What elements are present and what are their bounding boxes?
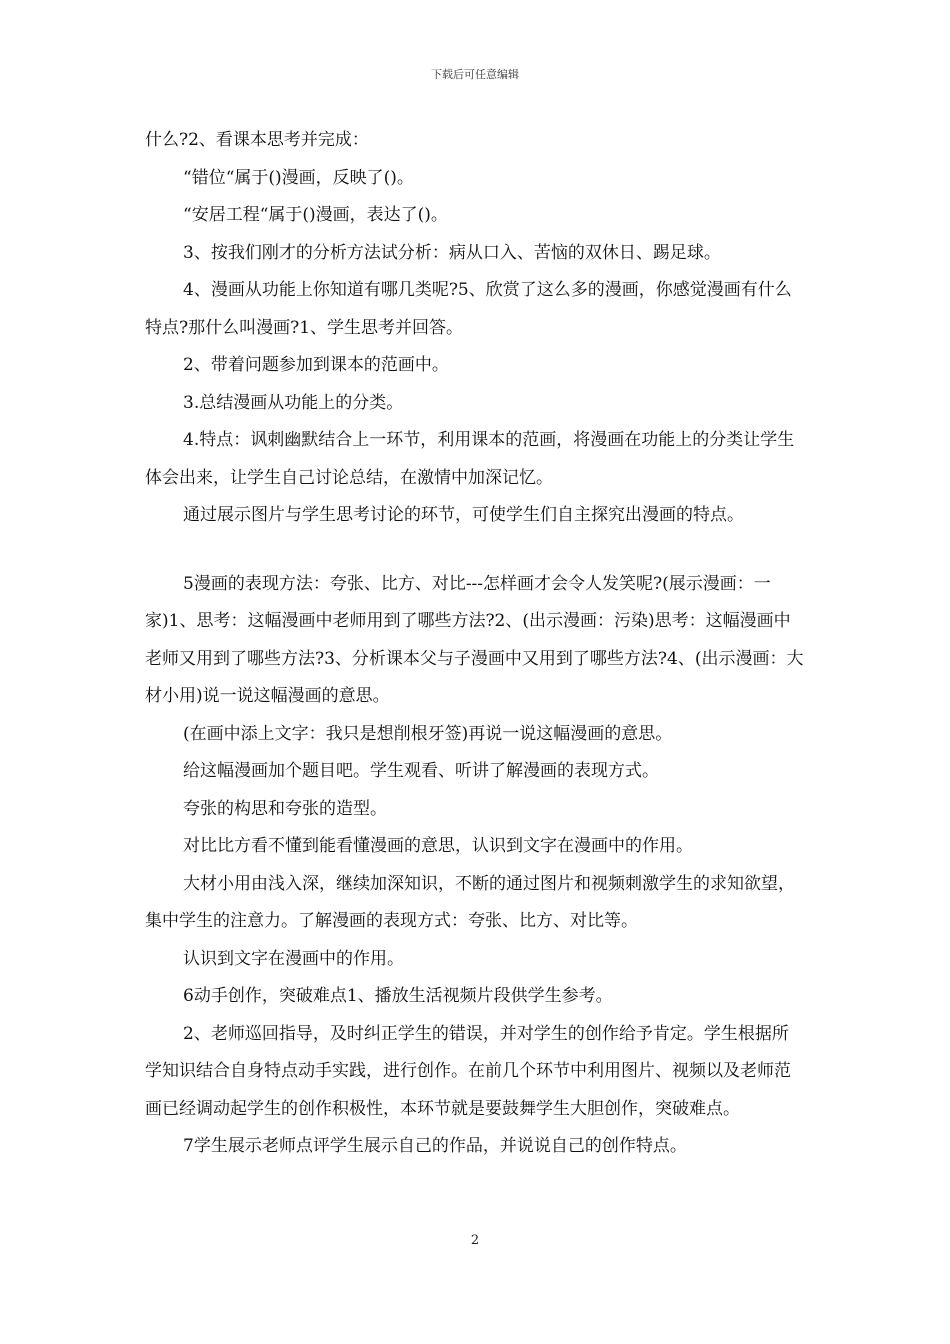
paragraph: (在画中添上文字：我只是想削根牙签)再说一说这幅漫画的意思。 bbox=[183, 723, 673, 744]
document-body bbox=[145, 122, 805, 1166]
paragraph: 大材小用由浅入深，继续加深知识，不断的通过图片和视频刺激学生的求知欲望，集中学生的注意力。了解漫画的表现方式：夸张、比方、对比等。 bbox=[145, 873, 795, 931]
paragraph: 对比比方看不懂到能看懂漫画的意思，认识到文字在漫画中的作用。 bbox=[183, 836, 693, 856]
paragraph: 给这幅漫画加个题目吧。学生观看、听讲了解漫画的表现方式。 bbox=[183, 761, 659, 781]
paragraph: “安居工程“属于()漫画，表达了()。 bbox=[183, 205, 448, 225]
paragraph: 什么?2、看课本思考并完成： bbox=[145, 130, 369, 150]
paragraph: 3、按我们刚才的分析方法试分析：病从口入、苦恼的双休日、踢足球。 bbox=[183, 242, 721, 263]
paragraph: “错位“属于()漫画，反映了()。 bbox=[183, 167, 414, 188]
paragraph: 6动手创作，突破难点1、播放生活视频片段供学生参考。 bbox=[183, 986, 613, 1006]
paragraph: 通过展示图片与学生思考讨论的环节，可使学生们自主探究出漫画的特点。 bbox=[183, 505, 744, 525]
page-number: 2 bbox=[470, 1233, 480, 1248]
blank-line bbox=[145, 535, 805, 566]
paragraph: 2、带着问题参加到课本的范画中。 bbox=[183, 355, 449, 375]
paragraph: 3.总结漫画从功能上的分类。 bbox=[183, 392, 404, 413]
paragraph: 7学生展示老师点评学生展示自己的作品，并说说自己的创作特点。 bbox=[183, 1136, 687, 1156]
paragraph: 5漫画的表现方法：夸张、比方、对比---怎样画才会令人发笑呢?(展示漫画：一家)1、思考：这幅漫画中老师用到了哪些方法?2、(出示漫画：污染)思考：这幅漫画中老师又用到了哪些方法?3、分析课本父与子漫画中又用到了哪些方法?4、(出示漫画：大材小用)说一说这幅漫画的意思。 bbox=[145, 573, 804, 706]
paragraph: 夸张的构思和夸张的造型。 bbox=[183, 798, 387, 819]
paragraph: 2、老师巡回指导，及时纠正学生的错误，并对学生的创作给予肯定。学生根据所学知识结合自身特点动手实践，进行创作。在前几个环节中利用图片、视频以及老师范画已经调动起学生的创作积极性，本环节就是要鼓舞学生大胆创作，突破难点。 bbox=[145, 1023, 791, 1119]
paragraph: 4、漫画从功能上你知道有哪几类呢?5、欣赏了这么多的漫画，你感觉漫画有什么特点?那什么叫漫画?1、学生思考并回答。 bbox=[145, 280, 792, 338]
paragraph: 认识到文字在漫画中的作用。 bbox=[183, 948, 404, 969]
paragraph: 4.特点：讽刺幽默结合上一环节，利用课本的范画，将漫画在功能上的分类让学生体会出来，让学生自己讨论总结，在激情中加深记忆。 bbox=[145, 430, 795, 488]
page-header: 下载后可任意编辑 bbox=[431, 68, 519, 81]
